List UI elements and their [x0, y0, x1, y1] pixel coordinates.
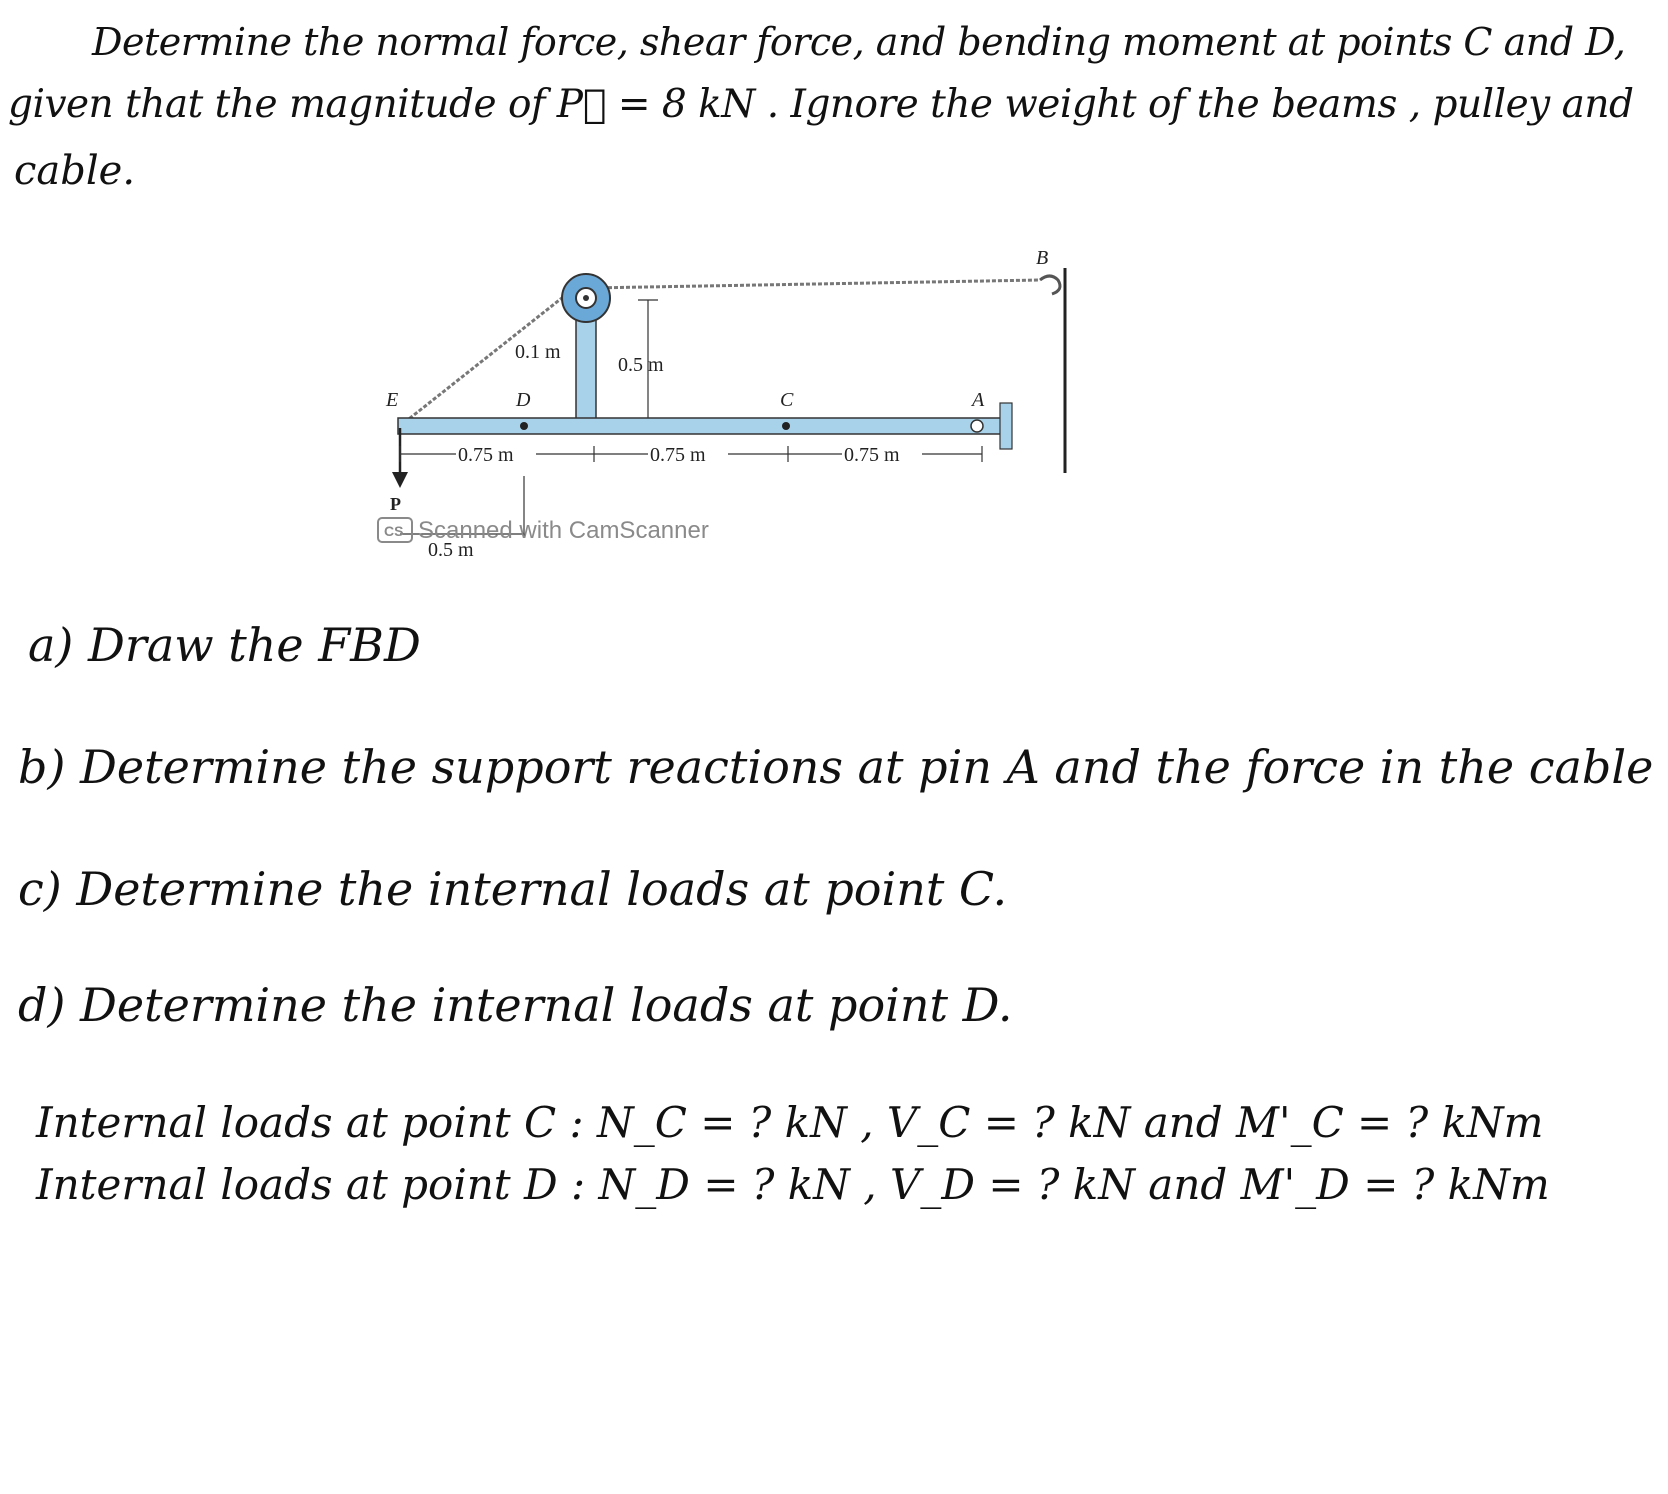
- point-d: [520, 422, 528, 430]
- task-b: b) Determine the support reactions at pin A and the force in the cable: [18, 740, 1654, 794]
- post: [576, 306, 596, 426]
- problem-statement-line-2: given that the magnitude of P⃗ = 8 kN . Ignore the weight of the beams , pulley and: [8, 82, 1634, 127]
- label-e: E: [386, 389, 399, 411]
- watermark-text: Scanned with CamScanner: [418, 517, 709, 544]
- beam: [398, 418, 1010, 434]
- label-p: P: [390, 494, 401, 514]
- pin-a: [971, 420, 983, 432]
- bracket-a: [1000, 403, 1012, 449]
- cable-top: [590, 280, 1040, 288]
- task-d: d) Determine the internal loads at point D.: [18, 978, 1013, 1032]
- dim-seg2: 0.75 m: [650, 444, 706, 466]
- hook-b: [1040, 276, 1060, 294]
- dim-d-offset: 0.5 m: [428, 539, 474, 561]
- dim-seg3: 0.75 m: [844, 444, 900, 466]
- answer-line-d: Internal loads at point D : N_D = ? kN , V_D = ? kN and M'_D = ? kNm: [36, 1160, 1550, 1209]
- dim-seg1: 0.75 m: [458, 444, 514, 466]
- dim-pulley-radius: 0.1 m: [515, 341, 561, 363]
- answer-line-c: Internal loads at point C : N_C = ? kN , V_C = ? kN and M'_C = ? kNm: [36, 1098, 1544, 1147]
- problem-statement-line-1: Determine the normal force, shear force, and bending moment at points C and D,: [92, 20, 1626, 64]
- task-c: c) Determine the internal loads at point C.: [18, 862, 1008, 916]
- beam-pulley-diagram: [384, 247, 1140, 618]
- label-d: D: [516, 389, 531, 411]
- watermark-badge-text: CS: [384, 523, 404, 539]
- problem-statement-line-3: cable.: [14, 148, 136, 194]
- point-c: [782, 422, 790, 430]
- dim-post-height: 0.5 m: [618, 354, 664, 376]
- pulley-pin: [583, 295, 589, 301]
- task-a: a) Draw the FBD: [28, 618, 421, 672]
- label-a: A: [972, 389, 985, 411]
- label-b: B: [1036, 247, 1049, 269]
- load-p-arrowhead: [392, 472, 408, 488]
- label-c: C: [780, 389, 794, 411]
